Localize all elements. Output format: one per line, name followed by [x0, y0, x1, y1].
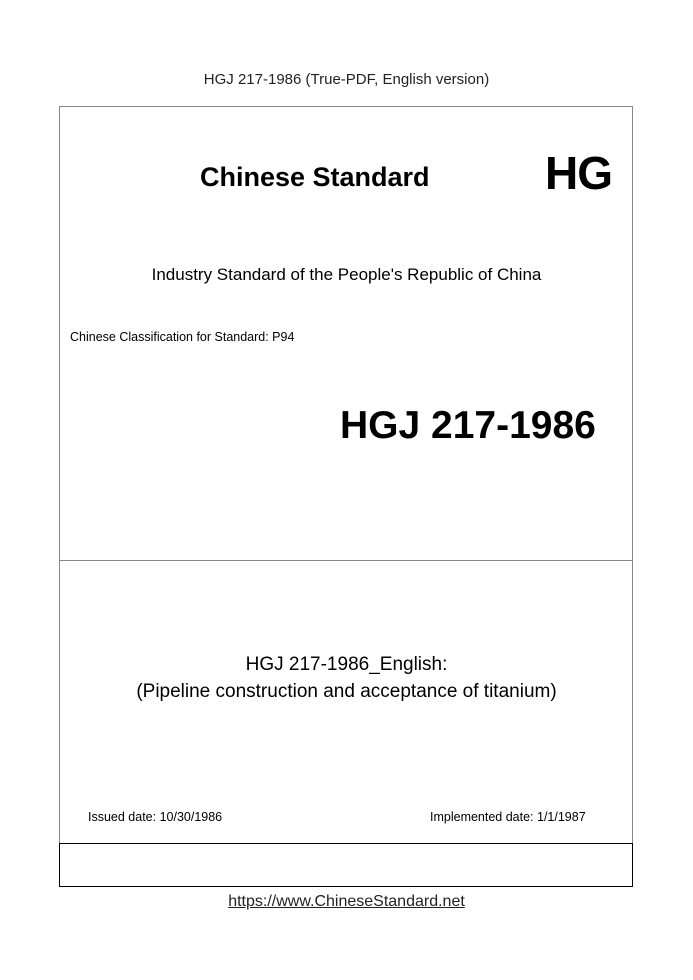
implemented-date: Implemented date: 1/1/1987 — [430, 810, 586, 824]
standard-number: HGJ 217-1986 — [340, 404, 596, 447]
document-title-line2: (Pipeline construction and acceptance of titanium) — [136, 681, 557, 702]
issued-date: Issued date: 10/30/1986 — [88, 810, 223, 824]
page-header: HGJ 217-1986 (True-PDF, English version) — [203, 71, 490, 88]
empty-panel — [59, 843, 633, 887]
industry-line: Industry Standard of the People's Republic of China — [151, 265, 542, 284]
website-link[interactable]: https://www.ChineseStandard.net — [228, 893, 465, 910]
hg-mark: HG — [545, 147, 612, 199]
standard-title: Chinese Standard — [200, 162, 430, 192]
document-title — [0, 651, 693, 705]
document-title-line1: HGJ 217-1986_English: — [245, 654, 448, 675]
classification: Chinese Classification for Standard: P94 — [70, 330, 295, 344]
